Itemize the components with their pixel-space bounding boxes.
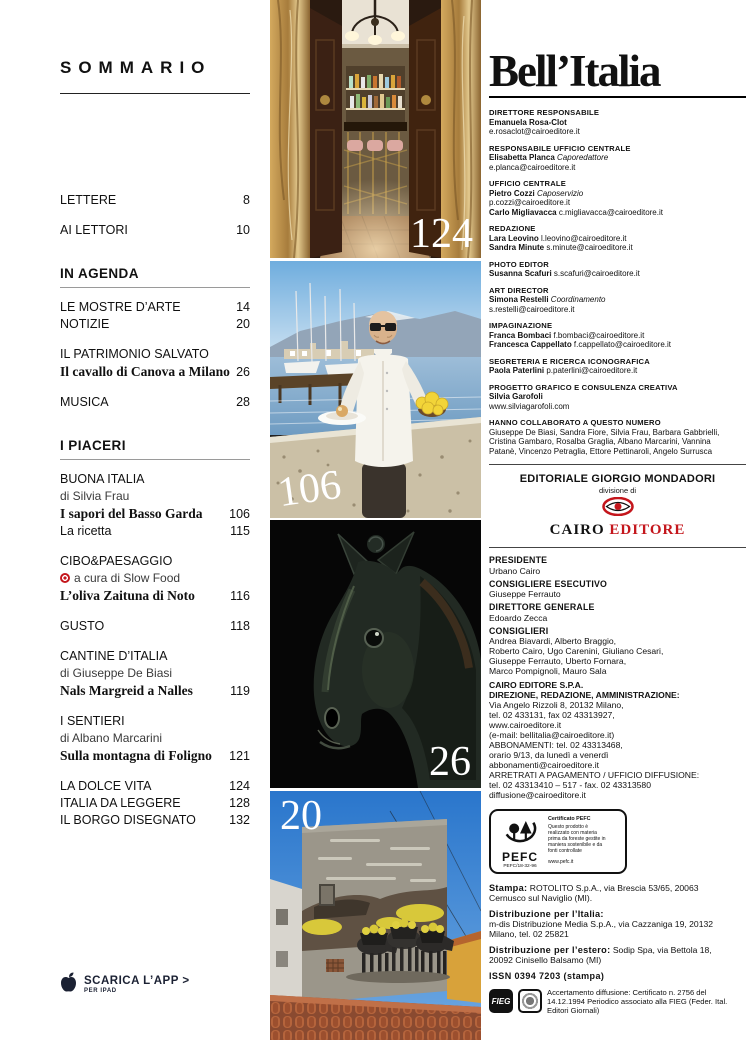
board-block [489, 580, 746, 600]
page-title: SOMMARIO [60, 58, 212, 77]
masthead-role-label: DIRETTORE RESPONSABILE [489, 108, 600, 117]
masthead-line: Sandra Minute s.minute@cairoeditore.it [489, 243, 633, 252]
company-line: DIREZIONE, REDAZIONE, AMMINISTRAZIONE: [489, 690, 680, 700]
company-line: tel. 02 43313410 – 517 - fax. 02 43313580 [489, 780, 651, 790]
pefc-cert-body: Questo prodotto è realizzato con materia prima da foreste gestite in maniera sostenibile e da fonti controllate [548, 823, 606, 855]
fieg-emblem-icon [518, 989, 542, 1013]
toc-item [60, 682, 250, 700]
toc-item-label: di Giuseppe De Biasi [60, 666, 173, 680]
masthead-block [489, 418, 746, 456]
masthead-block [489, 108, 746, 137]
imprint-paragraph: Distribuzione per l’estero: Sodip Spa, via Bettola 18, 20092 Cinisello Balsamo (MI) [489, 945, 712, 965]
toc-item [60, 747, 250, 765]
masthead-line: Carlo Migliavacca c.migliavacca@cairoeditore.it [489, 207, 663, 217]
toc-item-label: IL BORGO DISEGNATO [60, 813, 196, 827]
slow-food-snail-icon [60, 573, 70, 583]
toc-item [60, 553, 250, 570]
board-line: Roberto Cairo, Ugo Carenini, Giuliano Cesari, [489, 646, 664, 656]
masthead-role-label: ART DIRECTOR [489, 285, 549, 295]
publisher-name: EDITORIALE GIORGIO MONDADORI [519, 473, 716, 485]
toc-section-header: I PIACERI [60, 438, 126, 453]
masthead-column [489, 46, 746, 1015]
toc-item [60, 570, 250, 587]
cairo-editore-wordmark: CAIRO EDITORE [549, 522, 686, 538]
masthead-line: Cristina Gambaro, Rosalba Graglia, Albano Marcarini, Vannina [489, 437, 711, 446]
masthead-role-label: REDAZIONE [489, 224, 536, 233]
toc-item-page: 20 [236, 317, 250, 331]
toc-item-label: MUSICA [60, 395, 109, 409]
fieg-certification-text: Accertamento diffusione: Certificato n. 2756 del 14.12.1994 Periodico associato alla FIEG (Feder. Ital. Editori Giornali) [547, 988, 728, 1015]
board-line: Edoardo Zecca [489, 612, 548, 623]
masthead-block [489, 321, 746, 350]
masthead-line: Lara Leovino l.leovino@cairoeditore.it [489, 233, 627, 243]
toc-item-page: 124 [229, 779, 250, 793]
board-list [489, 556, 746, 676]
toc-column [60, 58, 250, 829]
divider [489, 96, 746, 98]
masthead-line: p.cozzi@cairoeditore.it [489, 198, 571, 207]
masthead-role-label: RESPONSABILE UFFICIO CENTRALE [489, 143, 631, 153]
toc-item-label: I sapori del Basso Garda [60, 506, 203, 521]
masthead-line: Susanna Scafuri s.scafuri@cairoeditore.it [489, 269, 640, 278]
company-line: Via Angelo Rizzoli 8, 20132 Milano, [489, 700, 624, 710]
board-line: Giuseppe Ferrauto, Uberto Fornara, [489, 656, 627, 666]
masthead-block [489, 286, 746, 315]
board-block [489, 627, 746, 677]
toc-item [60, 713, 250, 730]
toc-item [60, 778, 250, 795]
toc-item-page: 8 [243, 193, 250, 207]
company-line: orario 9/13, da lunedì a venerdì [489, 750, 609, 760]
photo-sulphur-mural [270, 791, 481, 1040]
download-app-promo[interactable] [60, 972, 190, 997]
toc-item-page: 121 [229, 749, 250, 763]
imprint-head: Distribuzione per l’estero: [489, 945, 611, 955]
company-line: ABBONAMENTI: tel. 02 43313468, [489, 740, 623, 750]
photo-chef-lake-garda [270, 261, 481, 518]
toc-item-label: La ricetta [60, 524, 112, 538]
toc-item-label: LETTERE [60, 193, 117, 207]
masthead-role-label: PHOTO EDITOR [489, 259, 549, 269]
imprint-paragraph: Distribuzione per l’Italia: m-dis Distribuzione Media S.p.A., via Cazzaniga 19, 20132 Milano, tel. 02 25821 [489, 909, 729, 939]
toc-item [60, 316, 250, 333]
masthead-block [489, 144, 746, 173]
board-line: Giuseppe Ferrauto [489, 589, 561, 599]
company-line: diffusione@cairoeditore.it [489, 790, 586, 800]
masthead-line: Emanuela Rosa-Clot [489, 117, 567, 127]
toc-item-label: GUSTO [60, 619, 105, 633]
masthead-role-label: IMPAGINAZIONE [489, 321, 553, 330]
pefc-certificate-box [489, 809, 627, 874]
masthead-line: Francesca Cappellato f.cappellato@cairoeditore.it [489, 340, 671, 349]
toc-item-label: LE MOSTRE D’ARTE [60, 300, 181, 314]
company-line: CAIRO EDITORE S.P.A. [489, 680, 584, 690]
photo-page-number: 106 [275, 461, 344, 517]
toc-item [60, 665, 250, 682]
toc-item-label: di Silvia Frau [60, 489, 130, 503]
divider [489, 464, 746, 465]
toc-item-page: 132 [229, 813, 250, 827]
toc-item-label: NOTIZIE [60, 317, 110, 331]
masthead-line: Franca Bombaci f.bombaci@cairoeditore.it [489, 330, 645, 340]
imprint-section [489, 883, 746, 1015]
pefc-url: www.pefc.it [548, 858, 574, 865]
toc-item-page: 128 [229, 796, 250, 810]
toc-item-page: 119 [230, 684, 250, 698]
toc-item-page: 10 [236, 223, 250, 237]
toc-item [60, 730, 250, 747]
company-line: abbonamenti@cairoeditore.it [489, 760, 600, 770]
pefc-word: PEFC [501, 850, 538, 864]
masthead-line: Silvia Garofoli [489, 392, 543, 401]
toc-item-label: L’oliva Zaituna di Noto [60, 588, 195, 603]
photo-page-number: 26 [429, 739, 471, 785]
toc-item-label: AI LETTORI [60, 223, 128, 237]
board-line: Urbano Cairo [489, 565, 541, 576]
masthead-line: Patanè, Vincenzo Petraglia, Ettore Pettinaroli, Angelo Surrusca [489, 446, 713, 456]
masthead-block [489, 383, 746, 412]
masthead-role-label: PROGETTO GRAFICO E CONSULENZA CREATIVA [489, 382, 678, 392]
photo-page-number: 20 [280, 793, 322, 839]
board-block [489, 556, 746, 576]
toc-item-label: I SENTIERI [60, 714, 125, 728]
toc-item-page: 116 [230, 589, 250, 603]
toc-item-label: BUONA ITALIA [60, 472, 145, 486]
toc-item-label: a cura di Slow Food [60, 570, 180, 587]
toc-item [60, 394, 250, 411]
board-role-label: PRESIDENTE [489, 555, 548, 565]
photo-horse-head [270, 520, 481, 788]
toc-item [60, 363, 250, 381]
magazine-logo: Bell’Italia [489, 46, 660, 96]
fieg-badge-icon: FIEG [489, 989, 513, 1013]
masthead-role-label: HANNO COLLABORATO A QUESTO NUMERO [489, 418, 661, 427]
toc-item [60, 618, 250, 635]
table-of-contents [60, 192, 250, 829]
masthead-line: www.silviagarofoli.com [489, 401, 570, 411]
toc-item-page: 106 [229, 507, 250, 521]
apple-logo-icon [60, 972, 77, 997]
photo-page-number: 124 [410, 211, 473, 257]
pefc-code: PEFC/18-32-96 [503, 864, 537, 869]
masthead-line: Giuseppe De Biasi, Sandra Fiore, Silvia Frau, Barbara Gabbrielli, [489, 427, 720, 437]
board-line: Marco Pompignoli, Mauro Sala [489, 666, 607, 676]
toc-item [60, 587, 250, 605]
fieg-row [489, 989, 729, 1015]
toc-item-label: ITALIA DA LEGGERE [60, 796, 181, 810]
masthead-line: e.rosaclot@cairoeditore.it [489, 127, 580, 136]
masthead-role-label: UFFICIO CENTRALE [489, 179, 567, 188]
masthead-role-label: SEGRETERIA E RICERCA ICONOGRAFICA [489, 356, 650, 366]
toc-item [60, 299, 250, 316]
masthead-block [489, 260, 746, 279]
company-line: tel. 02 433131, fax 02 43313927, [489, 710, 615, 720]
board-block [489, 603, 746, 623]
masthead-line: Pietro Cozzi Caposervizio [489, 188, 584, 198]
pefc-cert-title: Certificato PEFC [548, 816, 591, 822]
publisher-division-label: divisione di [598, 486, 637, 495]
toc-item [60, 346, 250, 363]
toc-item [60, 505, 250, 523]
divider [60, 459, 250, 460]
toc-item-label: Il cavallo di Canova a Milano [60, 364, 230, 379]
toc-item [60, 523, 250, 540]
toc-item [60, 648, 250, 665]
toc-item-label: LA DOLCE VITA [60, 779, 152, 793]
toc-item-page: 118 [230, 619, 250, 633]
divider [60, 287, 250, 288]
company-line: ARRETRATI A PAGAMENTO / UFFICIO DIFFUSIONE: [489, 770, 700, 780]
toc-item [60, 795, 250, 812]
toc-item-page: 115 [230, 524, 250, 538]
app-promo-sub: PER IPAD [84, 988, 117, 994]
imprint-head: Stampa: [489, 883, 528, 893]
photo-bar-interior [270, 0, 481, 258]
toc-section-header: IN AGENDA [60, 266, 139, 281]
imprint-head: Distribuzione per l’Italia: [489, 909, 604, 919]
toc-item-label: Nals Margreid a Nalles [60, 683, 193, 698]
masthead-line: e.planca@cairoeditore.it [489, 162, 576, 172]
company-line: (e-mail: bellitalia@cairoeditore.it) [489, 730, 615, 740]
toc-item-label: IL PATRIMONIO SALVATO [60, 347, 209, 361]
app-promo-label: SCARICA L’APP > [84, 975, 190, 987]
toc-item-label: CIBO&PAESAGGIO [60, 554, 173, 568]
toc-item [60, 488, 250, 505]
issn-line: ISSN 0394 7203 (stampa) [489, 971, 605, 981]
divider [489, 547, 746, 548]
cairo-editore-eye-icon [489, 497, 746, 521]
masthead-line: Paola Paterlini p.paterlini@cairoeditore.it [489, 366, 638, 375]
toc-item [60, 471, 250, 488]
toc-item-page: 26 [236, 365, 250, 379]
toc-item [60, 222, 250, 239]
pefc-trees-icon [501, 833, 539, 850]
masthead-block [489, 179, 746, 217]
masthead-line: s.restelli@cairoeditore.it [489, 304, 575, 314]
masthead-block [489, 224, 746, 253]
toc-item-label: CANTINE D’ITALIA [60, 649, 168, 663]
toc-item-page: 14 [236, 300, 250, 314]
board-role-label: CONSIGLIERI [489, 625, 549, 636]
publisher-header [489, 473, 746, 539]
board-role-label: DIRETTORE GENERALE [489, 602, 595, 612]
imprint-paragraph: Stampa: ROTOLITO S.p.A., via Brescia 53/65, 20063 Cernusco sul Naviglio (MI). [489, 883, 699, 903]
board-line: Andrea Biavardi, Alberto Braggio, [489, 636, 617, 646]
board-role-label: CONSIGLIERE ESECUTIVO [489, 578, 608, 589]
masthead-line: Simona Restelli Coordinamento [489, 295, 606, 304]
company-info [489, 680, 746, 800]
company-line: www.cairoeditore.it [489, 720, 562, 730]
masthead-staff-list [489, 108, 746, 456]
divider [60, 93, 250, 94]
masthead-line: Elisabetta Planca Caporedattore [489, 153, 609, 162]
toc-item-label: Sulla montagna di Foligno [60, 748, 212, 763]
toc-item [60, 192, 250, 209]
toc-item-label: di Albano Marcarini [60, 731, 163, 745]
toc-item-page: 28 [236, 395, 250, 409]
masthead-block [489, 357, 746, 376]
toc-item [60, 812, 250, 829]
